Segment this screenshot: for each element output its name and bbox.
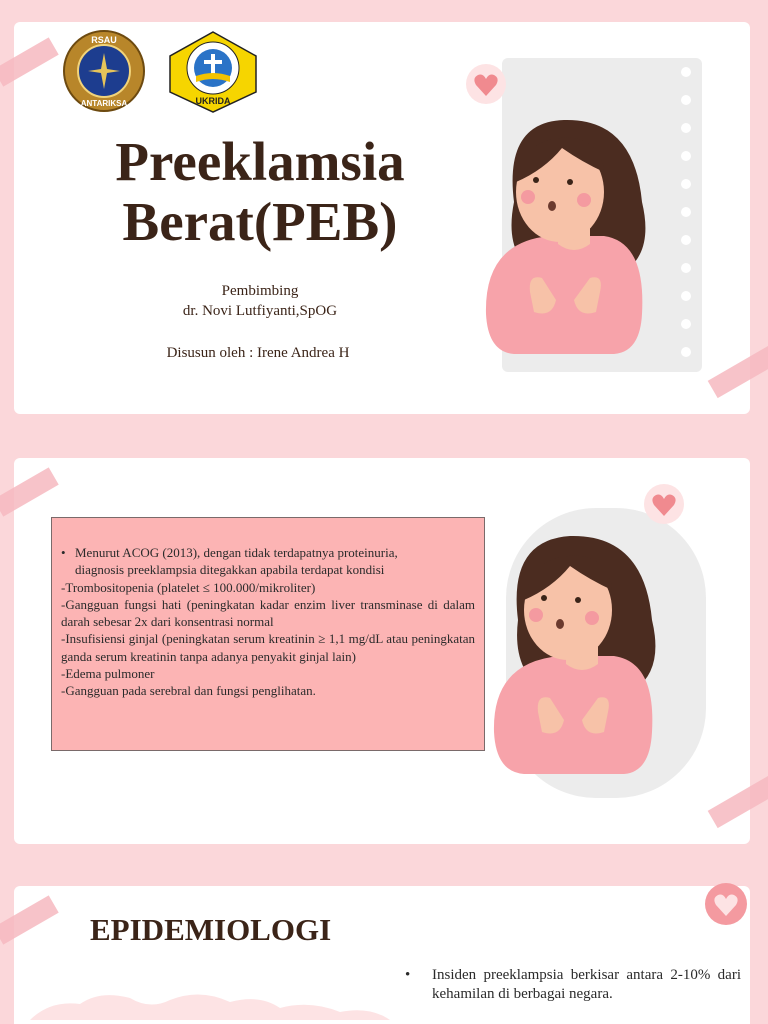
title-line-2: Berat(PEB) (122, 191, 398, 252)
criteria-line: -Insufisiensi ginjal (peningkatan serum kreatinin ≥ 1,1 mg/dL atau peningkatan ganda serum kreatinin tanpa adanya penyakit ginjal lain) (61, 631, 475, 664)
bullet-icon: • (405, 967, 411, 983)
criteria-line: -Edema pulmoner (61, 666, 155, 682)
heart-icon (644, 484, 684, 524)
slide-1 (0, 0, 768, 430)
criteria-line: -Trombositopenia (platelet ≤ 100.000/mikroliter) (61, 579, 316, 595)
ukrida-logo (166, 30, 260, 114)
criteria-text-box (51, 517, 485, 751)
heart-icon (704, 882, 748, 926)
svg-text:ANTARIKSA: ANTARIKSA (80, 99, 128, 108)
svg-text:UKRIDA: UKRIDA (195, 96, 231, 106)
world-map-decoration (20, 970, 400, 1024)
svg-text:RSAU: RSAU (91, 35, 117, 45)
criteria-line: -Gangguan pada serebral dan fungsi penglihatan. (61, 683, 316, 699)
heart-icon (466, 64, 506, 104)
criteria-line: -Gangguan fungsi hati (peningkatan kadar enzim liver transminase di dalam darah sebesar 2x dari konsentrasi normal (61, 596, 475, 630)
list-item: • Insiden preeklampsia berkisar antara 2-10% dari kehamilan di berbagai negara. (405, 967, 741, 1002)
supervisor-label: Pembimbing (221, 283, 299, 299)
rsau-antariksa-logo (62, 29, 146, 113)
page-title (60, 132, 460, 252)
supervisor-name: dr. Novi Lutfiyanti,SpOG (182, 303, 338, 319)
section-title: EPIDEMIOLOGI (90, 912, 332, 947)
title-line-1: Preeklamsia (115, 131, 405, 192)
list-item: • Menurut ACOG (2013), dengan tidak terdapatnya proteinuria, (61, 545, 398, 560)
woman-illustration (464, 52, 724, 382)
author-credit: Disusun oleh : Irene Andrea H (166, 345, 350, 361)
list-item-continuation: diagnosis preeklampsia ditegakkan apabila terdapat kondisi (75, 562, 385, 578)
woman-illustration (484, 480, 714, 810)
bullet-icon: • (61, 545, 66, 560)
